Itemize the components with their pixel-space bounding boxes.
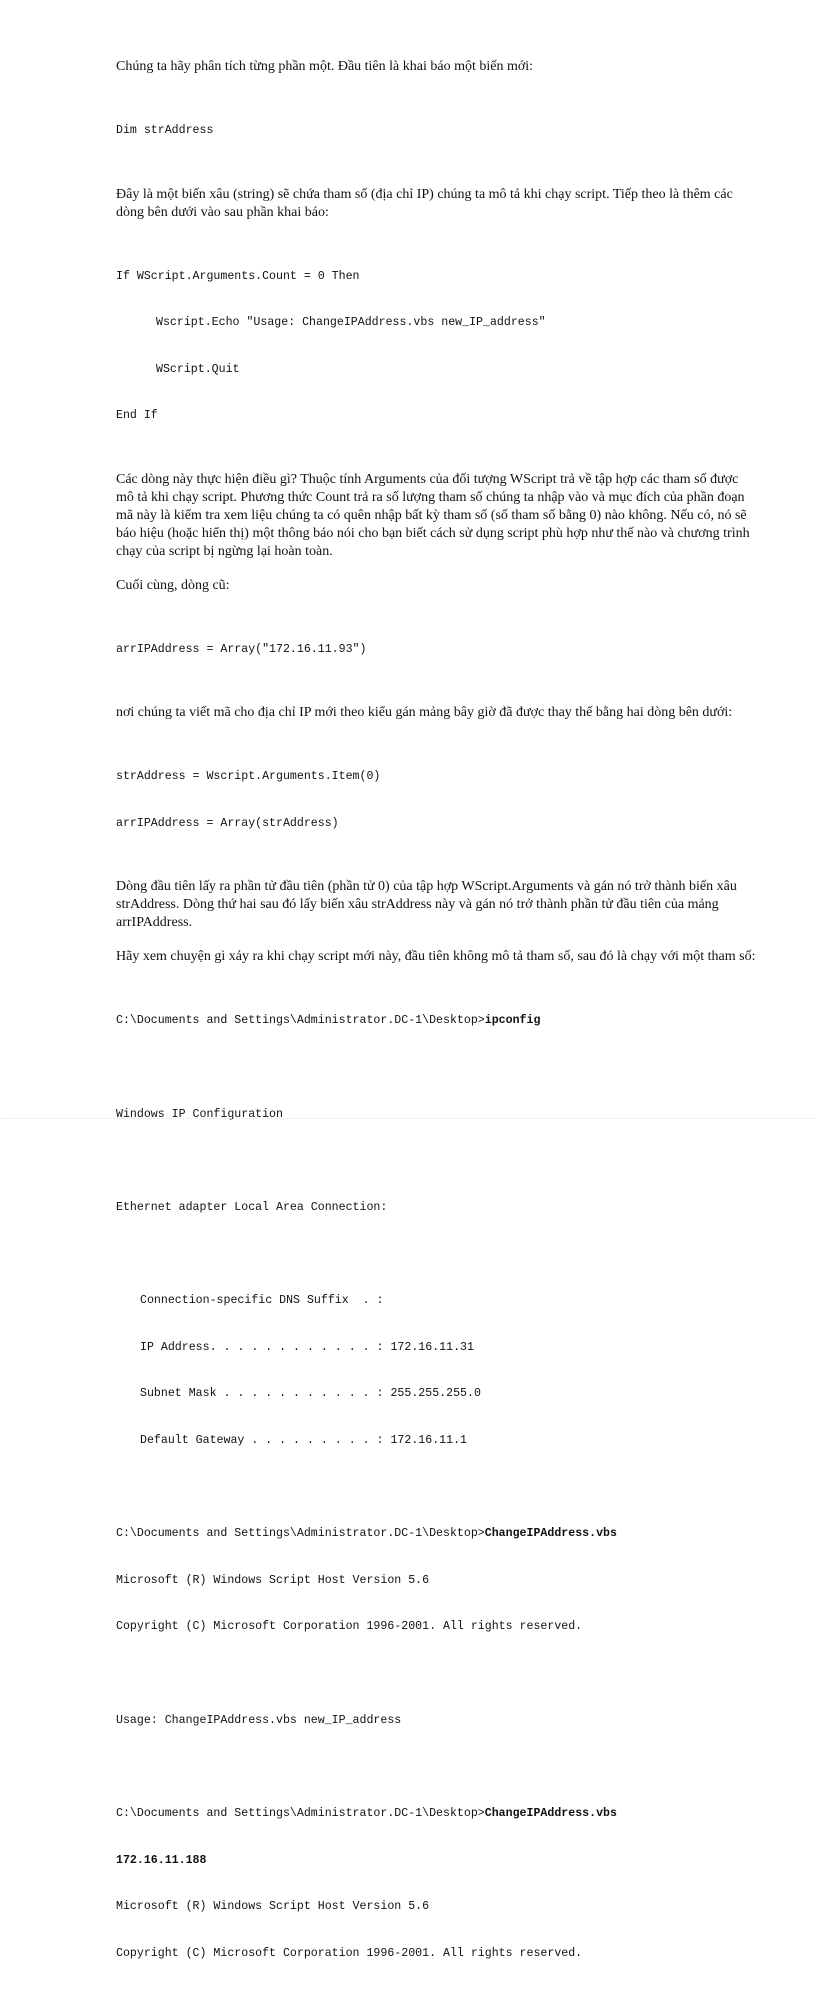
code-block-if: [116, 238, 756, 455]
code-line: If WScript.Arguments.Count = 0 Then: [116, 269, 360, 283]
code-block-old-array: [116, 611, 756, 689]
console-output-line: Ethernet adapter Local Area Connection:: [116, 1201, 388, 1214]
code-line: arrIPAddress = Array("172.16.11.93"): [116, 642, 367, 656]
code-block-new-lines: [116, 738, 756, 862]
console-output-line: Microsoft (R) Windows Script Host Version 5.6: [116, 1573, 430, 1587]
console-run-without-args: [116, 1495, 756, 1666]
console-adapter-block: [116, 1169, 756, 1479]
console-ip-config-title: [116, 1076, 756, 1154]
paragraph-string-variable: Đây là một biến xâu (string) sẽ chứa tham số (địa chỉ IP) chúng ta mô tả khi chạy script. Tiếp theo là thêm các dòng bên dưới vào sau phần khai báo:: [116, 186, 733, 220]
console-output-line: Subnet Mask . . . . . . . . . . . : 255.255.255.0: [140, 1387, 481, 1400]
console-prompt: C:\Documents and Settings\Administrator.DC-1\Desktop>: [116, 1014, 485, 1027]
code-line: Wscript.Echo "Usage: ChangeIPAddress.vbs new_IP_address": [156, 316, 546, 329]
console-blank-line: [116, 1247, 756, 1263]
paragraph-first-line-explanation: Dòng đầu tiên lấy ra phần tử đầu tiên (phần tử 0) của tập hợp WScript.Arguments và gán nó trở thành biến xâu strAddress. Dòng thứ hai sau đó lấy biến xâu strAddress này và gán nó trở thành phần tử đầu tiên của mảng arrIPAddress.: [116, 879, 737, 930]
code-line: WScript.Quit: [156, 362, 240, 376]
console-output-line: Copyright (C) Microsoft Corporation 1996-2001. All rights reserved.: [116, 1620, 583, 1633]
code-line: strAddress = Wscript.Arguments.Item(0): [116, 770, 381, 783]
console-output-line: Usage: ChangeIPAddress.vbs new_IP_address: [116, 1713, 402, 1727]
console-command-line: [116, 1526, 756, 1542]
console-output-line: Copyright (C) Microsoft Corporation 1996-2001. All rights reserved.: [116, 1946, 583, 1960]
console-output-line: Default Gateway . . . . . . . . . : 172.16.11.1: [140, 1433, 467, 1447]
console-command: ChangeIPAddress.vbs: [484, 1527, 617, 1540]
code-line: Dim strAddress: [116, 124, 214, 137]
console-command: ipconfig: [484, 1014, 541, 1027]
console-command-line: [116, 1013, 756, 1029]
console-command-argument: 172.16.11.188: [116, 1853, 207, 1867]
code-line: arrIPAddress = Array(strAddress): [116, 816, 339, 830]
paragraph-run-script: Hãy xem chuyện gì xảy ra khi chạy script mới này, đầu tiên không mô tả tham số, sau đó là chạy với một tham số:: [116, 949, 756, 964]
code-line: End If: [116, 409, 158, 422]
paragraph-replaced: nơi chúng ta viết mã cho địa chỉ IP mới theo kiểu gán mảng bây giờ đã được thay thế bằng hai dòng bên dưới:: [116, 705, 733, 720]
console-command: ChangeIPAddress.vbs: [484, 1807, 617, 1820]
paragraph-arguments-explanation: Các dòng này thực hiện điều gì? Thuộc tính Arguments của đối tượng WScript trả về tập hợp các tham số được mô tả khi chạy script. Phương thức Count trả ra số lượng tham số chúng ta nhập vào và mục đích của phần đoạn mã này là kiểm tra xem liệu chúng ta có quên nhập bất kỳ tham số (số tham số bằng 0) nào không. Nếu có, nó sẽ báo hiệu (hoặc hiển thị) một thông báo nói cho bạn biết cách sử dụng script phù hợp như thế nào và chương trình chạy của script bị ngừng lại hoàn toàn.: [116, 471, 750, 559]
document-page: [116, 58, 756, 2008]
paragraph-finally: Cuối cùng, dòng cũ:: [116, 577, 230, 593]
console-prompt: C:\Documents and Settings\Administrator.DC-1\Desktop>: [116, 1527, 485, 1540]
console-output-line: Connection-specific DNS Suffix . :: [140, 1294, 384, 1307]
console-ipconfig: [116, 982, 756, 1060]
console-usage-block: [116, 1682, 756, 1760]
console-run-with-arg: [116, 1775, 756, 1992]
console-output-line: Microsoft (R) Windows Script Host Version 5.6: [116, 1900, 430, 1913]
code-block-dim: [116, 92, 756, 170]
page-bottom-divider: [0, 1118, 816, 1119]
console-command-line: [116, 1806, 756, 1822]
paragraph-intro: Chúng ta hãy phân tích từng phần một. Đầu tiên là khai báo một biến mới:: [116, 59, 534, 74]
console-output-line: Windows IP Configuration: [116, 1107, 283, 1121]
console-output-line: IP Address. . . . . . . . . . . . : 172.16.11.31: [140, 1340, 474, 1354]
console-prompt: C:\Documents and Settings\Administrator.DC-1\Desktop>: [116, 1807, 485, 1820]
